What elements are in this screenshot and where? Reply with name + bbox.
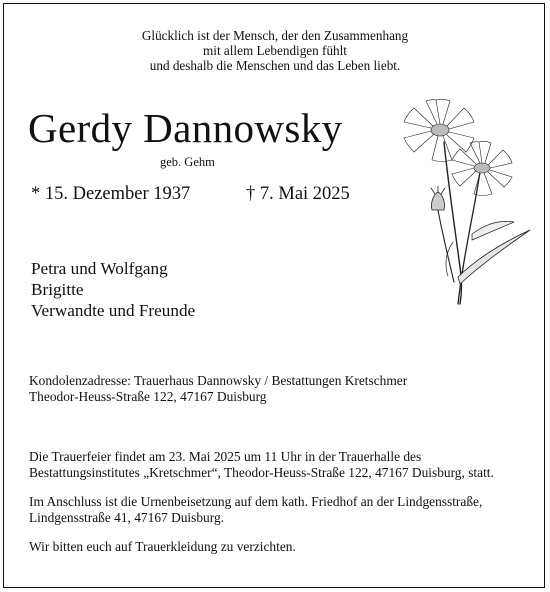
mourner-3: Verwandte und Freunde bbox=[31, 301, 196, 320]
condolence-line-1: Kondolenzadresse: Trauerhaus Dannowsky / Bestattungen Kretschmer bbox=[29, 373, 408, 388]
ceremony-line-2: Bestattungsinstitutes „Kretschmer“, Theodor-Heuss-Straße 122, 47167 Duisburg, statt. bbox=[29, 465, 494, 480]
burial-line-2: Lindgensstraße 41, 47167 Duisburg. bbox=[29, 510, 225, 525]
flower-illustration-icon bbox=[398, 92, 534, 306]
motto-line-2: mit allem Lebendigen fühlt bbox=[203, 43, 347, 58]
motto-line-3: und deshalb die Menschen und das Leben liebt. bbox=[149, 58, 401, 73]
death-date: † 7. Mai 2025 bbox=[246, 184, 350, 204]
maiden-name: geb. Gehm bbox=[160, 155, 215, 169]
condolence-line-2: Theodor-Heuss-Straße 122, 47167 Duisburg bbox=[29, 389, 267, 404]
birth-date: * 15. Dezember 1937 bbox=[31, 184, 191, 204]
deceased-name: Gerdy Dannowsky bbox=[28, 105, 343, 151]
motto-line-1: Glücklich ist der Mensch, der den Zusammenhang bbox=[141, 28, 409, 43]
mourner-1: Petra und Wolfgang bbox=[31, 259, 168, 278]
mourner-2: Brigitte bbox=[31, 280, 84, 299]
burial-line-1: Im Anschluss ist die Urnenbeisetzung auf dem kath. Friedhof an der Lindgensstraße, bbox=[29, 494, 483, 509]
dress-note: Wir bitten euch auf Trauerkleidung zu verzichten. bbox=[29, 539, 296, 554]
ceremony-line-1: Die Trauerfeier findet am 23. Mai 2025 um 11 Uhr in der Trauerhalle des bbox=[29, 449, 422, 464]
